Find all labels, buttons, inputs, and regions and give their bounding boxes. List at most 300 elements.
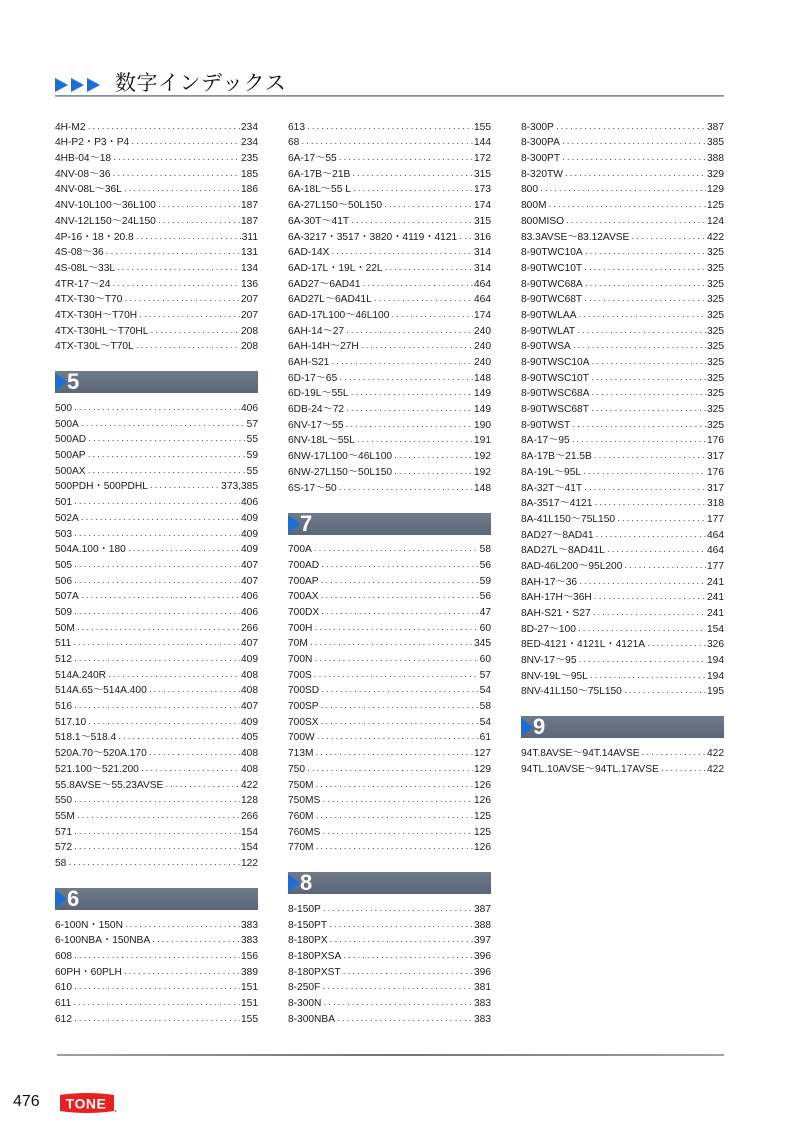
- entry-page: 234: [241, 137, 258, 149]
- entry-code: 613: [288, 121, 305, 133]
- index-entry: [288, 729, 491, 745]
- entry-code: 6A-27L150～50L150: [288, 200, 383, 212]
- entry-page: 192: [474, 466, 491, 478]
- entry-code: 500: [55, 403, 72, 414]
- entry-code: 760M: [288, 810, 314, 822]
- entry-page: 408: [241, 685, 258, 697]
- entry-code: 8-300P: [521, 121, 554, 133]
- entry-page: 383: [241, 919, 258, 931]
- index-entry: [288, 369, 491, 385]
- entry-code: 611: [55, 998, 72, 1010]
- entry-page: 388: [474, 919, 491, 931]
- entry-page: 325: [707, 419, 724, 431]
- dot-leader: [647, 639, 706, 651]
- entry-code: 4TX-T30～T70: [55, 294, 123, 306]
- section-arrow-icon: [288, 515, 300, 533]
- dot-leader: [343, 967, 473, 979]
- entry-page: 407: [241, 701, 258, 713]
- entry-code: 700A: [288, 544, 312, 556]
- entry-code: 8-90TWSC10T: [521, 372, 589, 384]
- index-entry: [288, 244, 491, 260]
- entry-page: 241: [707, 592, 724, 604]
- index-entry: [55, 462, 258, 478]
- entry-code: 8-180PX: [288, 935, 328, 947]
- entry-page: 57: [479, 669, 491, 681]
- entry-code: 4NV-10L100～36L100: [55, 200, 156, 212]
- entry-code: 512: [55, 654, 72, 665]
- index-entry: [521, 432, 724, 448]
- index-entry: [288, 353, 491, 369]
- entry-code: 800: [521, 184, 538, 196]
- entry-code: 504A.100・180: [55, 544, 126, 556]
- entry-code: 750: [288, 763, 305, 775]
- dot-leader: [74, 560, 240, 572]
- entry-page: 383: [474, 1013, 491, 1025]
- index-entry: [521, 526, 724, 542]
- dot-leader: [339, 153, 473, 165]
- dot-leader: [572, 435, 706, 447]
- entry-page: 148: [474, 372, 491, 384]
- entry-code: 4H-M2: [55, 121, 86, 133]
- index-entry: [55, 291, 258, 307]
- entry-page: 207: [241, 309, 258, 321]
- entry-code: 6NV-18L～55L: [288, 435, 355, 447]
- section-label: 6: [67, 885, 80, 911]
- entry-page: 151: [241, 982, 258, 994]
- entry-page: 408: [241, 669, 258, 681]
- entry-code: 4TX-T30L～T70L: [55, 341, 134, 353]
- dot-leader: [592, 388, 706, 400]
- dot-leader: [566, 216, 706, 228]
- entry-code: 8-90TWC10A: [521, 247, 583, 259]
- index-entry: [288, 306, 491, 322]
- index-entry: [288, 916, 491, 932]
- entry-page: 396: [474, 951, 491, 962]
- entry-page: 149: [474, 388, 491, 400]
- index-entry: [521, 196, 724, 212]
- entry-page: 122: [241, 857, 258, 869]
- entry-page: 195: [707, 686, 724, 698]
- index-entry: [55, 415, 258, 431]
- entry-page: 47: [479, 606, 491, 618]
- index-entry: [288, 947, 491, 963]
- dot-leader: [339, 373, 473, 385]
- entry-code: 700N: [288, 654, 313, 665]
- dot-leader: [77, 623, 240, 635]
- entry-page: 325: [707, 278, 724, 290]
- entry-code: 8-150PT: [288, 919, 328, 931]
- dot-leader: [108, 670, 240, 682]
- entry-code: 700S: [288, 669, 312, 681]
- index-entry: [288, 181, 491, 197]
- entry-code: 713M: [288, 748, 314, 760]
- entry-code: 571: [55, 826, 72, 838]
- section-header-9: [521, 716, 724, 738]
- entry-code: 8A-17B～21.5B: [521, 451, 592, 463]
- entry-page: 174: [474, 309, 491, 321]
- entry-code: 521.100～521.200: [55, 763, 139, 775]
- index-entry: [55, 666, 258, 682]
- entry-page: 144: [474, 137, 491, 149]
- entry-code: 6A-17B～21B: [288, 168, 351, 180]
- index-entry: [521, 463, 724, 479]
- entry-page: 57: [246, 418, 258, 430]
- index-entry: [288, 556, 491, 572]
- entry-page: 329: [707, 168, 724, 180]
- index-entry: [55, 650, 258, 666]
- index-entry: [521, 353, 724, 369]
- dot-leader: [577, 326, 706, 338]
- dot-leader: [337, 1014, 473, 1026]
- section-arrow-icon: [288, 874, 300, 892]
- dot-leader: [584, 263, 706, 275]
- index-entry: [288, 212, 491, 228]
- dot-leader: [88, 450, 246, 462]
- dot-leader: [631, 232, 706, 244]
- entry-code: 6D-19L～55L: [288, 388, 349, 400]
- entry-code: 4P-16・18・20.8: [55, 231, 134, 243]
- index-entry: [288, 275, 491, 291]
- dot-leader: [81, 591, 240, 603]
- entry-page: 315: [474, 168, 491, 180]
- index-entry: [55, 979, 258, 995]
- index-entry: [521, 557, 724, 573]
- dot-leader: [81, 419, 246, 431]
- entry-code: 770M: [288, 842, 314, 854]
- dot-leader: [352, 169, 473, 181]
- index-entry: [288, 760, 491, 776]
- entry-page: 59: [246, 450, 258, 462]
- entry-page: 389: [241, 966, 258, 978]
- dot-leader: [307, 122, 473, 134]
- entry-code: 8-250F: [288, 982, 321, 994]
- entry-code: 4HB-04～18: [55, 153, 112, 165]
- entry-page: 60: [479, 622, 491, 634]
- entry-code: 6AD27～6AD41: [288, 278, 361, 290]
- dot-leader: [314, 544, 479, 556]
- entry-page: 383: [241, 935, 258, 947]
- entry-code: 4TR-17～24: [55, 278, 111, 290]
- index-entry: [55, 588, 258, 604]
- dot-leader: [128, 544, 240, 556]
- dot-leader: [594, 451, 706, 463]
- dot-leader: [590, 671, 706, 683]
- dot-leader: [357, 435, 473, 447]
- dot-leader: [565, 169, 706, 181]
- dot-leader: [384, 200, 473, 212]
- index-entry: [521, 479, 724, 495]
- entry-code: 6AD-17L・19L・22L: [288, 262, 383, 274]
- index-entry: [55, 572, 258, 588]
- entry-code: 8-90TWST: [521, 419, 571, 431]
- dot-leader: [591, 373, 706, 385]
- entry-code: 612: [55, 1013, 72, 1025]
- index-entry: [288, 807, 491, 823]
- dot-leader: [88, 466, 246, 478]
- entry-page: 151: [241, 998, 258, 1010]
- index-entry: [521, 620, 724, 636]
- entry-page: 155: [474, 121, 491, 133]
- dot-leader: [88, 122, 240, 134]
- entry-page: 54: [479, 685, 491, 697]
- dot-leader: [642, 748, 706, 760]
- entry-page: 407: [241, 559, 258, 571]
- entry-page: 325: [707, 262, 724, 274]
- entry-code: 8-90TWSC68T: [521, 404, 589, 416]
- entry-page: 208: [241, 325, 258, 337]
- entry-code: 8A-41L150～75L150: [521, 513, 616, 525]
- entry-page: 407: [241, 638, 258, 650]
- index-entry: [521, 306, 724, 322]
- entry-code: 500AD: [55, 434, 87, 446]
- index-entry: [55, 446, 258, 462]
- index-entry: [55, 854, 258, 870]
- entry-code: 4S-08L～33L: [55, 262, 116, 274]
- section-label: 7: [300, 510, 313, 536]
- index-entry: [288, 196, 491, 212]
- entry-page: 409: [241, 544, 258, 556]
- dot-leader: [74, 795, 240, 807]
- dot-leader: [322, 982, 473, 994]
- dot-leader: [391, 310, 473, 322]
- dot-leader: [315, 811, 473, 823]
- entry-code: 760MS: [288, 826, 321, 838]
- dot-leader: [74, 654, 240, 666]
- entry-page: 311: [241, 231, 258, 243]
- entry-page: 128: [241, 795, 258, 807]
- index-entry: [288, 932, 491, 948]
- index-entry: [55, 682, 258, 698]
- dot-leader: [562, 137, 706, 149]
- index-entry: [55, 306, 258, 322]
- index-entry: [288, 792, 491, 808]
- entry-code: 8-180PXSA: [288, 951, 342, 962]
- index-entry: [55, 478, 258, 494]
- entry-code: 700SD: [288, 685, 320, 697]
- dot-leader: [118, 732, 240, 744]
- index-entry: [55, 541, 258, 557]
- dot-leader: [136, 341, 240, 353]
- entry-page: 207: [241, 294, 258, 306]
- entry-page: 325: [707, 341, 724, 353]
- entry-code: 700H: [288, 622, 313, 634]
- dot-leader: [322, 827, 473, 839]
- dot-leader: [73, 998, 240, 1010]
- entry-code: 4TX-T30H～T70H: [55, 309, 138, 321]
- index-entry: [521, 589, 724, 605]
- entry-code: 8-300N: [288, 998, 322, 1010]
- dot-leader: [596, 530, 707, 542]
- index-entry: [55, 275, 258, 291]
- index-column-2: [288, 118, 491, 1026]
- entry-page: 125: [474, 826, 491, 838]
- entry-page: 234: [241, 121, 258, 133]
- section-label: 8: [300, 870, 313, 896]
- index-entry: [55, 228, 258, 244]
- dot-leader: [74, 403, 240, 415]
- dot-leader: [321, 576, 479, 588]
- entry-page: 154: [241, 842, 258, 854]
- dot-leader: [321, 560, 479, 572]
- entry-page: 406: [241, 606, 258, 618]
- index-entry: [55, 713, 258, 729]
- entry-page: 148: [474, 482, 491, 494]
- dot-leader: [139, 310, 240, 322]
- dot-leader: [617, 514, 706, 526]
- dot-leader: [578, 624, 706, 636]
- entry-page: 61: [479, 732, 491, 744]
- dot-leader: [346, 404, 473, 416]
- index-entry: [55, 509, 258, 525]
- entry-page: 131: [241, 247, 258, 259]
- entry-code: 507A: [55, 591, 79, 603]
- entry-page: 373,385: [221, 481, 258, 493]
- index-entry: [288, 588, 491, 604]
- entry-page: 136: [241, 278, 258, 290]
- index-entry: [521, 259, 724, 275]
- dot-leader: [136, 232, 241, 244]
- entry-page: 55: [246, 465, 258, 477]
- dot-leader: [158, 200, 240, 212]
- dot-leader: [74, 576, 240, 588]
- entry-page: 174: [474, 200, 491, 212]
- entry-code: 8AH-S21・S27: [521, 608, 591, 619]
- entry-page: 126: [474, 842, 491, 854]
- dot-leader: [584, 483, 706, 495]
- index-entry: [288, 463, 491, 479]
- dot-leader: [152, 935, 240, 947]
- dot-leader: [113, 169, 241, 181]
- dot-leader: [578, 310, 706, 322]
- entry-page: 240: [474, 341, 491, 353]
- entry-page: 154: [707, 623, 724, 635]
- index-entry: [288, 713, 491, 729]
- entry-code: 6A-30T～41T: [288, 215, 350, 227]
- dot-leader: [74, 842, 240, 854]
- entry-code: 8AH-17H～36H: [521, 592, 592, 604]
- entry-code: 550: [55, 795, 72, 807]
- index-entry: [55, 792, 258, 808]
- dot-leader: [141, 764, 240, 776]
- index-entry: [55, 744, 258, 760]
- index-entry: [288, 682, 491, 698]
- index-entry: [55, 807, 258, 823]
- index-entry: [521, 604, 724, 620]
- index-entry: [288, 338, 491, 354]
- entry-code: 4TX-T30HL～T70HL: [55, 325, 149, 337]
- entry-code: 700DX: [288, 606, 320, 618]
- entry-page: 60: [479, 654, 491, 665]
- entry-page: 387: [474, 903, 491, 915]
- entry-page: 176: [707, 435, 724, 447]
- entry-code: 800MISO: [521, 215, 565, 227]
- index-entry: [55, 493, 258, 509]
- dot-leader: [363, 279, 474, 291]
- entry-code: 700AP: [288, 575, 319, 587]
- entry-page: 59: [479, 575, 491, 587]
- section-arrow-icon: [55, 890, 67, 908]
- page-number: 476: [13, 1093, 40, 1110]
- index-entry: [55, 118, 258, 134]
- index-entry: [288, 541, 491, 557]
- dot-leader: [125, 920, 240, 932]
- entry-page: 406: [241, 403, 258, 414]
- dot-leader: [394, 467, 473, 479]
- entry-page: 422: [707, 763, 724, 775]
- entry-code: 4NV-08～36: [55, 168, 111, 180]
- dot-leader: [317, 732, 479, 744]
- dot-leader: [330, 935, 473, 947]
- section-label: 5: [67, 369, 80, 395]
- index-entry: [288, 900, 491, 916]
- index-entry: [288, 400, 491, 416]
- index-entry: [521, 542, 724, 558]
- dot-leader: [149, 748, 240, 760]
- dot-leader: [321, 717, 479, 729]
- entry-code: 6AD-14X: [288, 247, 330, 259]
- entry-page: 149: [474, 404, 491, 416]
- dot-leader: [540, 184, 706, 196]
- entry-code: 8-90TWC68A: [521, 278, 583, 290]
- dot-leader: [624, 561, 706, 573]
- entry-page: 409: [241, 716, 258, 728]
- entry-code: 518.1～518.4: [55, 732, 117, 744]
- index-entry: [55, 635, 258, 651]
- entry-code: 800M: [521, 200, 547, 212]
- index-entry: [55, 823, 258, 839]
- entry-code: 501: [55, 497, 72, 509]
- entry-code: 750MS: [288, 795, 321, 807]
- entry-page: 405: [241, 732, 258, 744]
- entry-page: 381: [474, 982, 491, 994]
- index-entry: [288, 650, 491, 666]
- entry-page: 125: [474, 810, 491, 822]
- entry-page: 317: [707, 482, 724, 494]
- index-entry: [55, 729, 258, 745]
- entry-code: 500PDH・500PDHL: [55, 481, 148, 493]
- dot-leader: [321, 701, 479, 713]
- entry-code: 8ED-4121・4121L・4121A: [521, 639, 646, 651]
- entry-page: 177: [707, 513, 724, 525]
- dot-leader: [562, 153, 706, 165]
- entry-page: 325: [707, 294, 724, 306]
- entry-code: 610: [55, 982, 72, 994]
- entry-code: 608: [55, 951, 72, 962]
- entry-code: 55.8AVSE～55.23AVSE: [55, 779, 164, 791]
- entry-page: 266: [241, 810, 258, 822]
- entry-page: 185: [241, 168, 258, 180]
- entry-code: 700SX: [288, 716, 319, 728]
- dot-leader: [323, 998, 473, 1010]
- index-entry: [55, 932, 258, 948]
- entry-code: 8A-17～95: [521, 435, 570, 447]
- entry-page: 406: [241, 497, 258, 509]
- dot-leader: [68, 858, 240, 870]
- section-header-8: [288, 872, 491, 894]
- dot-leader: [343, 951, 473, 963]
- dot-leader: [88, 434, 246, 446]
- entry-page: 464: [474, 294, 491, 306]
- dot-leader: [150, 481, 220, 493]
- dot-leader: [74, 607, 240, 619]
- dot-leader: [165, 780, 240, 792]
- entry-page: 129: [707, 184, 724, 196]
- entry-code: 6S-17～50: [288, 482, 337, 494]
- index-entry: [288, 823, 491, 839]
- dot-leader: [374, 294, 473, 306]
- dot-leader: [583, 467, 706, 479]
- dot-leader: [607, 545, 706, 557]
